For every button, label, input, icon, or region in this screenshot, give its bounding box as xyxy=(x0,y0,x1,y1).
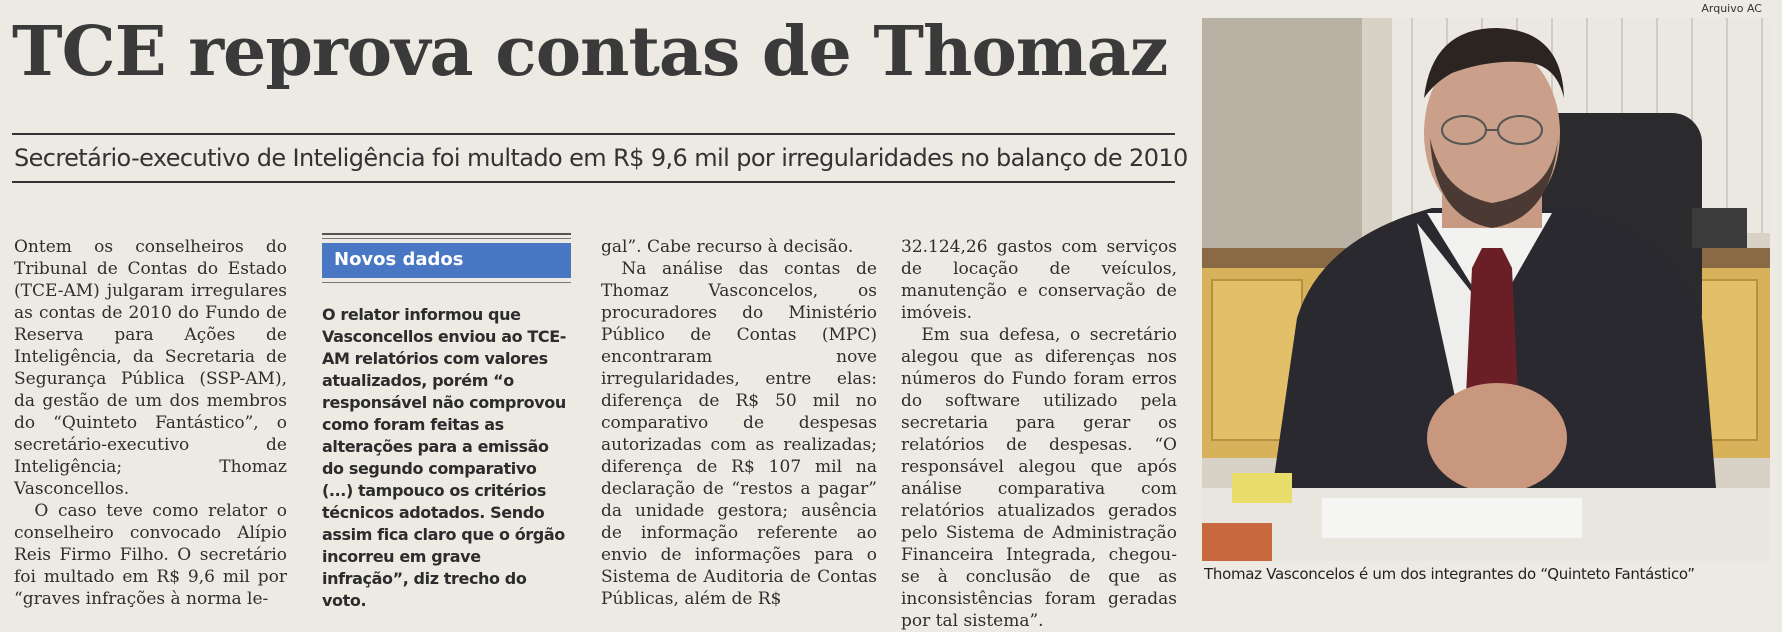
subheadline-bottom-rule xyxy=(12,181,1175,183)
article-column-4 xyxy=(901,236,1177,632)
photo-caption: Thomaz Vasconcelos é um dos integrantes do “Quinteto Fantástico” xyxy=(1204,565,1695,583)
photo-credit: Arquivo AC xyxy=(1701,2,1762,15)
sidebar-bottom-rule xyxy=(322,282,571,283)
sidebar-text: O relator informou que Vasconcellos enviou ao TCE-AM relatórios com valores atualizados, porém “o responsável não comprovou como foram feitas as alterações para a emissão do segundo comparativo (...) tampouco os critérios técnicos adotados. Sendo assim fica claro que o órgão incorreu em grave infração”, diz trecho do voto. xyxy=(322,305,566,610)
article-paragraph: gal”. Cabe recurso à decisão. xyxy=(601,237,854,257)
headline: TCE reprova contas de Thomaz xyxy=(12,12,1168,92)
article-column-1 xyxy=(14,236,287,610)
sidebar-thin-rule xyxy=(322,238,571,239)
article-paragraph: Na análise das contas de Thomaz Vasconcelos, os procuradores do Ministério Público de Contas (MPC) encontraram nove irregularidades, entre elas: diferença de R$ 50 mil no comparativo de despesas autorizadas com as realizadas; diferença de R$ 107 mil na declaração de “restos a pagar” da unidade gestora; ausência de informação referente ao envio de informações para o Sistema de Auditoria de Contas Públicas, além de R$ xyxy=(601,259,877,609)
sidebar-top-rule xyxy=(322,233,571,235)
article-paragraph: Ontem os conselheiros do Tribunal de Contas do Estado (TCE-AM) julgaram irregulares as contas de 2010 do Fundo de Reserva para Ações de Inteligência, da Secretaria de Segurança Pública (SSP-AM), da gestão de um dos membros do “Quinteto Fantástico”, o secretário-executivo de Inteligência; Thomaz Vasconcellos. xyxy=(14,237,287,499)
article-paragraph: Em sua defesa, o secretário alegou que as diferenças nos números do Fundo foram erros do software utilizado pela secretaria para gerar os relatórios de despesas. “O responsável alegou que após análise comparativa com relatórios atualizados gerados pelo Sistema de Administração Financeira Integrada, chegou-se à conclusão de que as inconsistências foram geradas por tal sistema”. xyxy=(901,325,1177,631)
portrait-illustration xyxy=(1202,18,1770,561)
article-paragraph: O caso teve como relator o conselheiro convocado Alípio Reis Firmo Filho. O secretário foi multado em R$ 9,6 mil por “graves infrações à norma le- xyxy=(14,501,287,609)
subheadline: Secretário-executivo de Inteligência foi multado em R$ 9,6 mil por irregularidades no balanço de 2010 xyxy=(14,144,1188,172)
subheadline-top-rule xyxy=(12,133,1175,135)
article-paragraph: 32.124,26 gastos com serviços de locação de veículos, manutenção e conservação de imóveis. xyxy=(901,237,1177,323)
sidebar-title: Novos dados xyxy=(322,243,571,278)
sidebar-box xyxy=(322,233,571,612)
article-column-3 xyxy=(601,236,877,610)
portrait-photo xyxy=(1202,18,1770,561)
